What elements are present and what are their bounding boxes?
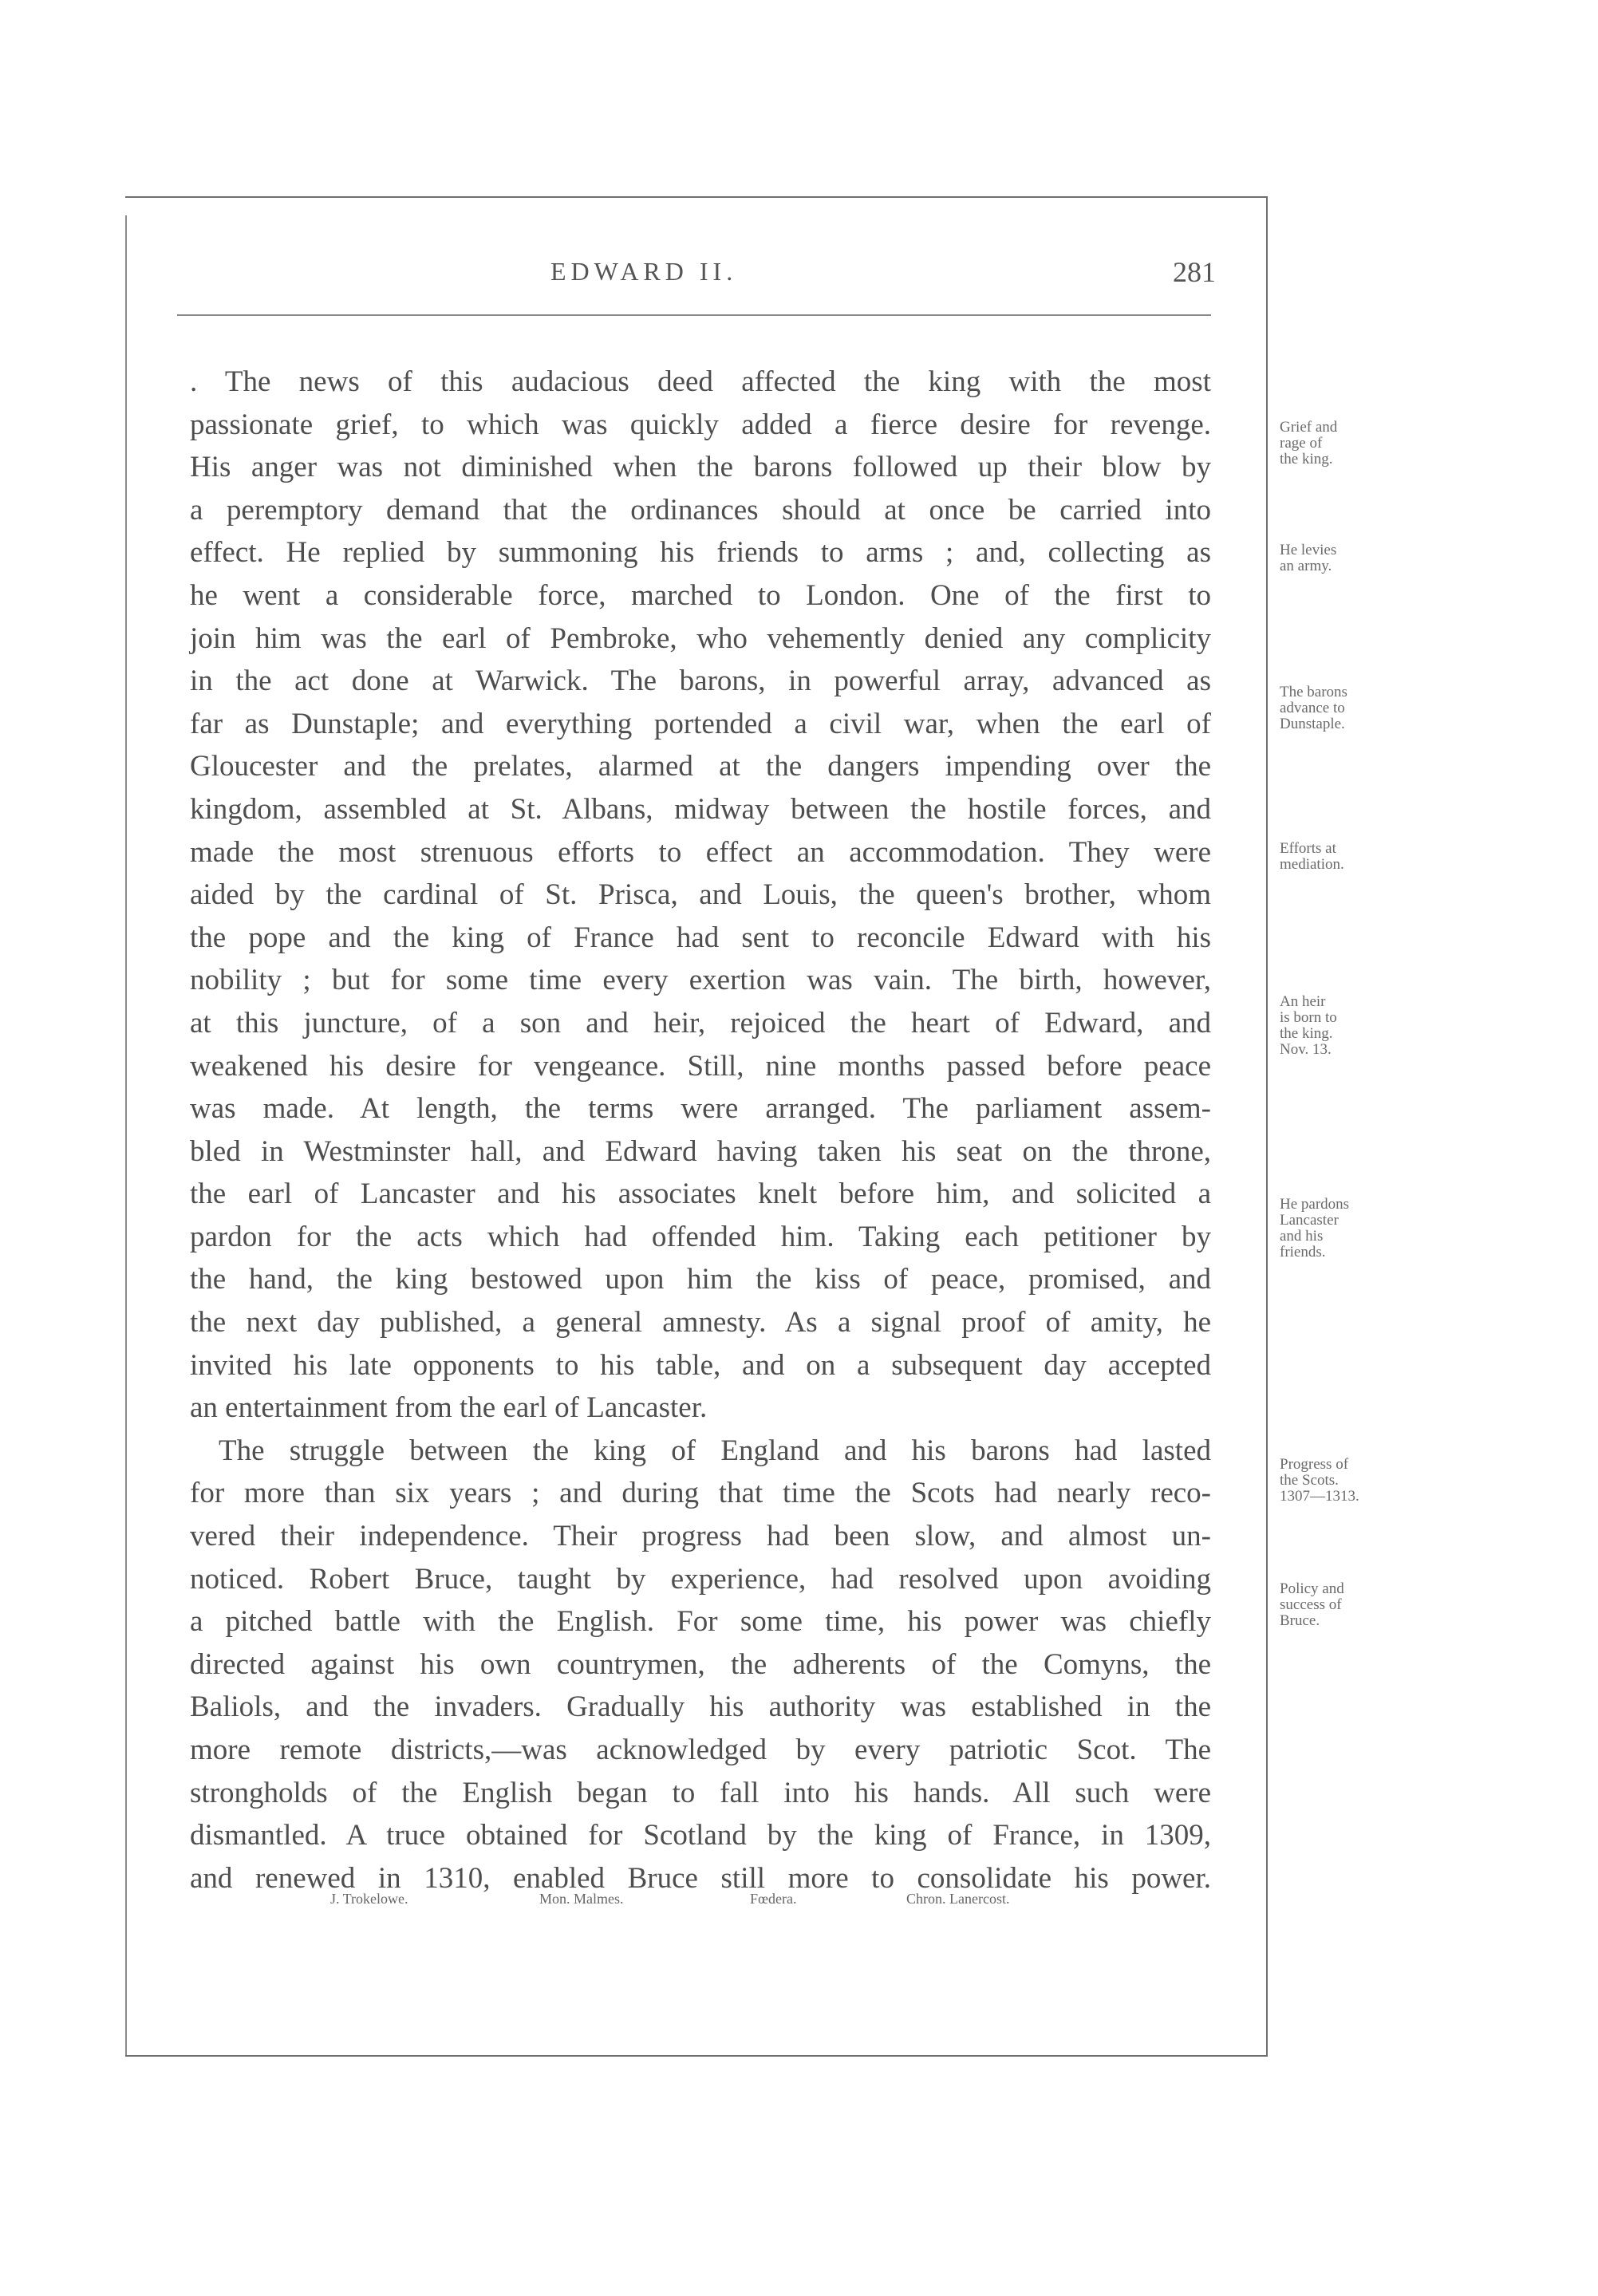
body-line: an entertainment from the earl of Lancaster. [190, 1391, 708, 1425]
body-line: at this juncture, of a son and heir, rejoiced the heart of Edward, and [190, 1006, 1211, 1040]
footnote: Chron. Lanercost. [906, 1891, 1010, 1907]
body-line: The struggle between the king of England and his barons had lasted [219, 1434, 1211, 1467]
body-line: a pitched battle with the English. For some time, his power was chiefly [190, 1605, 1211, 1639]
body-line: pardon for the acts which had offended him. Taking each petitioner by [190, 1220, 1211, 1253]
page-frame-bottom-rule [125, 2055, 1268, 2057]
body-line: made the most strenuous efforts to effect an accommodation. They were [190, 835, 1211, 869]
body-line: effect. He replied by summoning his friends to arms ; and, collecting as [190, 536, 1211, 570]
page-frame-left-rule [125, 215, 127, 2055]
body-line: the pope and the king of France had sent to reconcile Edward with his [190, 921, 1211, 954]
margin-note: Progress of the Scots. 1307—1313. [1280, 1456, 1359, 1505]
body-line: for more than six years ; and during that time the Scots had nearly reco- [190, 1477, 1211, 1510]
footnote: J. Trokelowe. [330, 1891, 408, 1907]
body-line: His anger was not diminished when the barons followed up their blow by [190, 451, 1211, 484]
body-line: was made. At length, the terms were arranged. The parliament assem- [190, 1092, 1211, 1126]
margin-note: He levies an army. [1280, 542, 1337, 574]
body-line: nobility ; but for some time every exertion was vain. The birth, however, [190, 964, 1211, 997]
body-line: a peremptory demand that the ordinances should at once be carried into [190, 493, 1211, 527]
page-number: 281 [1173, 256, 1216, 288]
margin-note: An heir is born to the king. Nov. 13. [1280, 993, 1337, 1058]
page-frame-right-rule [1266, 196, 1268, 2055]
margin-note: Policy and success of Bruce. [1280, 1580, 1344, 1629]
body-text [190, 361, 1211, 1900]
footnote: Fœdera. [750, 1891, 797, 1907]
body-line: bled in Westminster hall, and Edward having taken his seat on the throne, [190, 1134, 1211, 1168]
margin-note: Grief and rage of the king. [1280, 419, 1338, 467]
body-line: . The news of this audacious deed affected the king with the most [190, 365, 1211, 398]
body-line: he went a considerable force, marched to London. One of the first to [190, 578, 1211, 612]
body-line: passionate grief, to which was quickly added a fierce desire for revenge. [190, 408, 1211, 441]
body-line: far as Dunstaple; and everything portended a civil war, when the earl of [190, 707, 1211, 740]
header-rule [177, 314, 1211, 316]
body-line: aided by the cardinal of St. Prisca, and Louis, the queen's brother, whom [190, 878, 1211, 912]
body-line: weakened his desire for vengeance. Still, nine months passed before peace [190, 1049, 1211, 1083]
body-line: strongholds of the English began to fall into his hands. All such were [190, 1776, 1211, 1809]
body-line: kingdom, assembled at St. Albans, midway between the hostile forces, and [190, 792, 1211, 826]
body-line: invited his late opponents to his table, and on a subsequent day accepted [190, 1348, 1211, 1382]
body-line: join him was the earl of Pembroke, who vehemently denied any complicity [190, 621, 1211, 655]
body-line: noticed. Robert Bruce, taught by experience, had resolved upon avoiding [190, 1562, 1211, 1596]
body-line: directed against his own countrymen, the adherents of the Comyns, the [190, 1647, 1211, 1681]
margin-note: The barons advance to Dunstaple. [1280, 684, 1347, 732]
margin-note: He pardons Lancaster and his friends. [1280, 1196, 1350, 1260]
body-line: the earl of Lancaster and his associates knelt before him, and solicited a [190, 1178, 1211, 1211]
page-frame-top-rule [125, 196, 1266, 198]
body-line: more remote districts,—was acknowledged by every patriotic Scot. The [190, 1734, 1211, 1766]
body-line: Gloucester and the prelates, alarmed at the dangers impending over the [190, 750, 1211, 783]
footnote: Mon. Malmes. [539, 1891, 624, 1907]
body-line: and renewed in 1310, enabled Bruce still more to consolidate his power. [190, 1861, 1211, 1895]
footnotes [0, 1891, 1598, 1915]
body-line: the hand, the king bestowed upon him the kiss of peace, promised, and [190, 1263, 1211, 1296]
body-line: dismantled. A truce obtained for Scotland by the king of France, in 1309, [190, 1819, 1211, 1852]
body-line: vered their independence. Their progress had been slow, and almost un- [190, 1520, 1211, 1553]
body-line: Baliols, and the invaders. Gradually his authority was established in the [190, 1690, 1211, 1724]
margin-note: Efforts at mediation. [1280, 840, 1344, 873]
running-head: EDWARD II. [550, 257, 738, 286]
body-line: in the act done at Warwick. The barons, in powerful array, advanced as [190, 665, 1211, 698]
body-line: the next day published, a general amnesty. As a signal proof of amity, he [190, 1306, 1211, 1339]
